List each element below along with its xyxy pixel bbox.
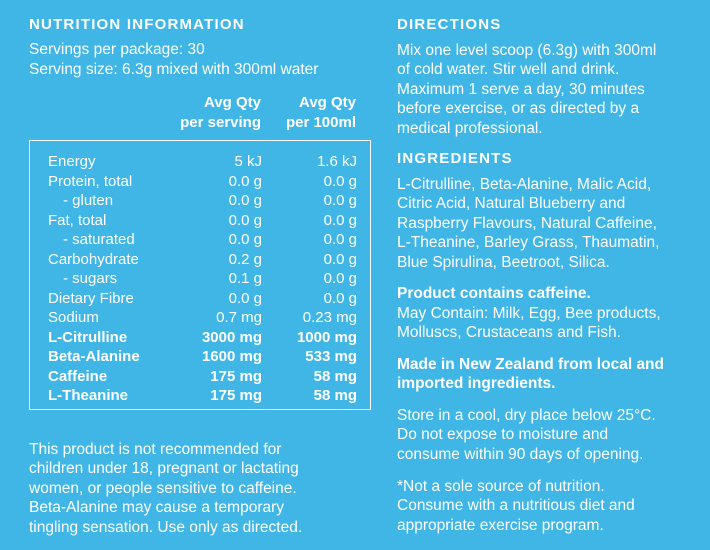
note-line: *Not a sole source of nutrition. [397,478,605,495]
per-serving-header-line1: Avg Qty [204,94,261,111]
row-per-serving: 175 mg [210,387,262,404]
per-100ml-header [286,93,356,133]
ingredients-line: L-Theanine, Barley Grass, Thaumatin, [397,234,660,252]
warning-line: Beta-Alanine may cause a temporary [29,499,285,517]
warning-line: women, or people sensitive to caffeine. [29,479,297,497]
table-row [30,289,372,308]
row-name: Dietary Fibre [48,289,134,307]
row-per-100ml: 1.6 kJ [316,153,357,170]
ingredients-line: Blue Spirulina, Beetroot, Silica. [397,253,610,271]
row-per-serving: 0.0 g [228,289,262,307]
storage-line: Do not expose to moisture and [397,426,609,444]
row-per-serving: 0.0 g [228,231,262,248]
row-per-serving: 0.7 mg [216,309,262,326]
nutrition-note [397,477,635,535]
ingredients-text [397,175,659,272]
row-per-100ml: 1000 mg [296,328,357,346]
table-row [30,250,372,269]
row-per-serving: 0.1 g [228,270,262,287]
warning-line: This product is not recommended for [29,441,282,458]
row-name: Carbohydrate [48,250,139,268]
per-100ml-header-line2: per 100ml [285,114,356,131]
per-100ml-header-line1: Avg Qty [299,94,356,111]
origin-line: Made in New Zealand from local and [397,356,664,373]
row-per-100ml: 0.23 mg [302,309,357,326]
row-per-serving: 1600 mg [201,348,262,365]
nutrition-heading: NUTRITION INFORMATION [29,16,245,33]
row-per-100ml: 0.0 g [323,289,357,307]
row-name: Protein, total [48,172,133,190]
warning-line: children under 18, pregnant or lactating [29,460,299,478]
storage-text [397,406,656,464]
table-row [30,172,372,191]
allergen-line: May Contain: Milk, Egg, Bee products, [397,305,661,322]
row-per-serving: 0.0 g [228,192,262,209]
row-per-serving: 0.0 g [228,172,262,190]
table-row [30,347,372,366]
storage-line: Store in a cool, dry place below 25°C. [397,407,656,424]
row-name: Beta-Alanine [48,348,140,365]
directions-line: Maximum 1 serve a day, 30 minutes [397,80,645,98]
note-line: Consume with a nutritious diet and [397,497,635,515]
table-row [30,308,372,327]
row-per-serving: 0.0 g [228,211,262,229]
directions-line: before exercise, or as directed by a [397,100,640,118]
directions-text [397,41,656,138]
nutrition-table [29,140,371,410]
table-row [30,386,372,405]
row-name: Energy [48,153,96,170]
row-name: - saturated [63,231,135,248]
row-name: - gluten [63,192,114,209]
row-name: L-Citrulline [48,328,128,346]
table-row [30,211,372,230]
warning-text [29,440,302,537]
ingredients-heading: INGREDIENTS [397,150,513,167]
row-name: Sodium [48,309,99,326]
allergen-line: Molluscs, Crustaceans and Fish. [397,324,621,342]
row-per-100ml: 0.0 g [323,250,357,268]
table-row [30,152,372,171]
caffeine-notice-line: Product contains caffeine. [397,285,591,302]
warning-line: tingling sensation. Use only as directed. [29,518,303,536]
ingredients-line: L-Citrulline, Beta-Alanine, Malic Acid, [397,176,652,193]
row-per-serving: 0.2 g [228,250,262,268]
row-per-serving: 5 kJ [234,153,262,170]
row-per-100ml: 0.0 g [323,192,357,209]
table-row [30,328,372,347]
allergen-text [397,304,661,343]
per-serving-header [180,93,261,133]
ingredients-line: Citric Acid, Natural Blueberry and [397,195,626,213]
directions-line: of cold water. Stir well and drink. [397,61,620,79]
row-per-100ml: 533 mg [305,348,357,365]
table-row [30,269,372,288]
per-serving-header-line2: per serving [180,114,261,131]
row-per-100ml: 0.0 g [323,172,357,190]
origin-text [397,355,664,394]
table-row [30,191,372,210]
row-per-100ml: 58 mg [313,387,357,404]
note-line: appropriate exercise program. [397,516,604,534]
row-per-100ml: 58 mg [313,367,357,385]
row-per-100ml: 0.0 g [323,231,357,248]
table-row [30,367,372,386]
row-per-serving: 175 mg [210,367,262,385]
row-per-serving: 3000 mg [201,328,262,346]
directions-line: medical professional. [397,119,543,137]
row-name: - sugars [63,270,118,287]
row-name: Caffeine [48,367,108,385]
storage-line: consume within 90 days of opening. [397,445,644,463]
row-name: L-Theanine [48,387,129,404]
origin-line: imported ingredients. [397,375,556,393]
directions-heading: DIRECTIONS [397,16,502,33]
directions-line: Mix one level scoop (6.3g) with 300ml [397,42,657,59]
table-row [30,230,372,249]
caffeine-notice [397,284,591,303]
servings-per-package: Servings per package: 30 [29,41,205,58]
ingredients-line: Raspberry Flavours, Natural Caffeine, [397,214,657,232]
row-name: Fat, total [48,211,107,229]
row-per-100ml: 0.0 g [323,211,357,229]
serving-size: Serving size: 6.3g mixed with 300ml water [29,61,319,78]
row-per-100ml: 0.0 g [323,270,357,287]
